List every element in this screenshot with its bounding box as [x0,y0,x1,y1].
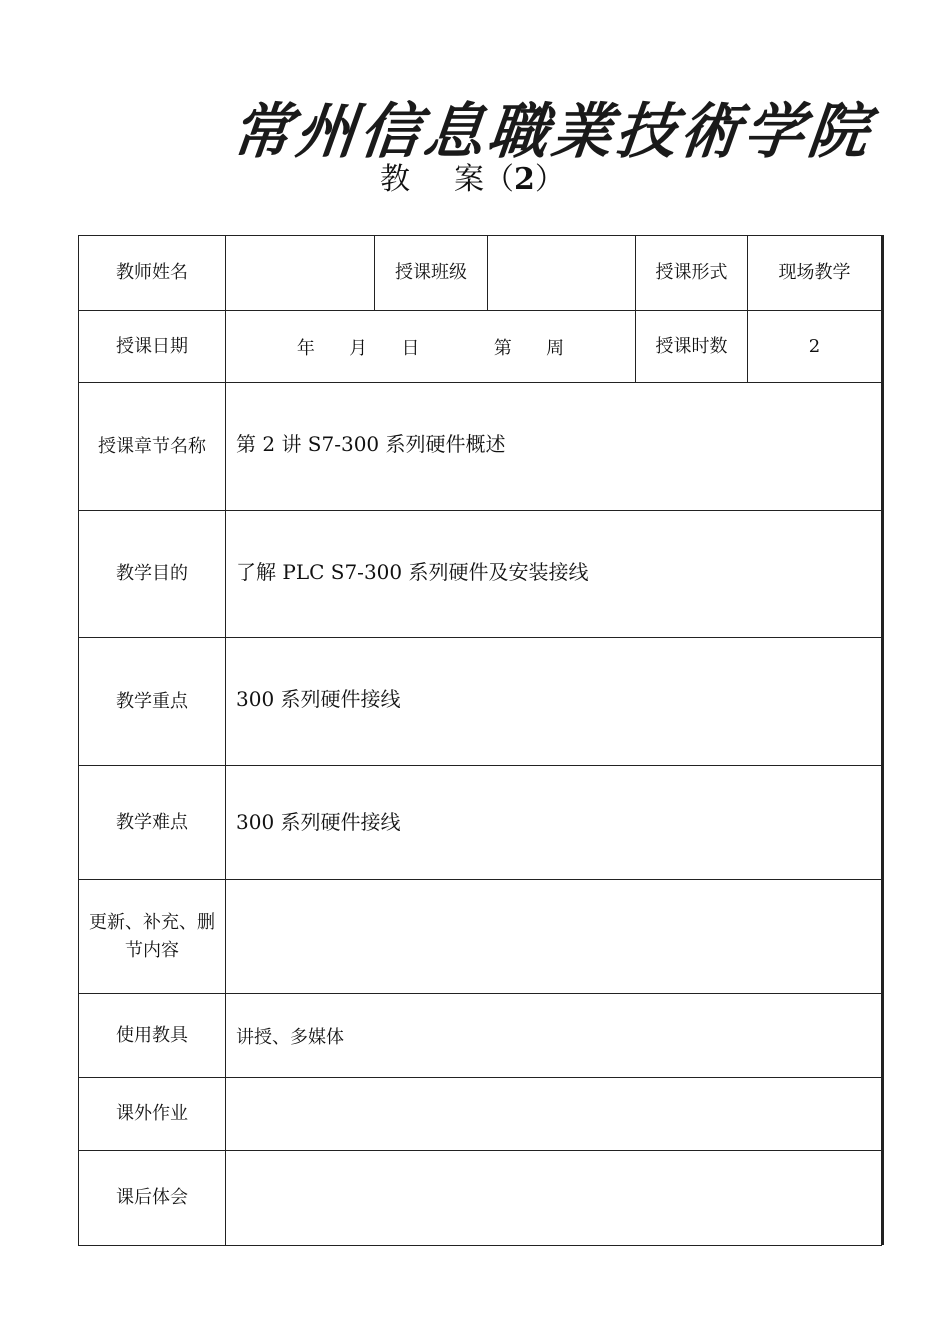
key-point-value: 300 系列硬件接线 [226,638,882,766]
table-row [79,994,882,1078]
table-row [79,1078,882,1151]
teaching-date-label: 授课日期 [79,311,226,383]
reflection-value [226,1151,882,1246]
teaching-hours-value: 2 [748,311,882,383]
update-content-label [79,880,226,994]
table-row [79,880,882,994]
homework-label: 课外作业 [79,1078,226,1151]
teaching-goal-value: 了解 PLC S7-300 系列硬件及安装接线 [226,511,882,638]
class-value [488,236,636,311]
table-row [79,1151,882,1246]
teacher-name-value [226,236,375,311]
lesson-plan-table [78,235,882,1246]
table-row [79,236,882,311]
table-row [79,511,882,638]
teaching-hours-label: 授课时数 [636,311,748,383]
chapter-label: 授课章节名称 [79,383,226,511]
chapter-value: 第 2 讲 S7-300 系列硬件概述 [226,383,882,511]
table-row [79,383,882,511]
table-row [79,311,882,383]
title-char-1: 教 [380,162,410,197]
difficulty-value: 300 系列硬件接线 [226,766,882,880]
key-point-label: 教学重点 [79,638,226,766]
title-number: 2 [514,162,535,197]
update-content-value [226,880,882,994]
title-char-2: 案（ [454,162,514,197]
teaching-tools-label: 使用教具 [79,994,226,1078]
reflection-label: 课后体会 [79,1151,226,1246]
teaching-form-label: 授课形式 [636,236,748,311]
teacher-name-label: 教师姓名 [79,236,226,311]
difficulty-label: 教学难点 [79,766,226,880]
table-row [79,638,882,766]
college-logo-calligraphy: 常州信息職業技術学院 [228,97,876,167]
table-double-right-border [882,235,884,1245]
teaching-goal-label: 教学目的 [79,511,226,638]
homework-value [226,1078,882,1151]
teaching-tools-value: 讲授、多媒体 [226,994,882,1078]
update-label-line-1: 更新、补充、删 [89,911,215,933]
table-row [79,766,882,880]
teaching-date-value: 年 月 日 第 周 [226,311,636,383]
teaching-form-value: 现场教学 [748,236,882,311]
title-close: ） [534,162,565,197]
class-label: 授课班级 [375,236,488,311]
document-title [380,160,565,200]
update-label-line-2: 节内容 [125,939,179,961]
